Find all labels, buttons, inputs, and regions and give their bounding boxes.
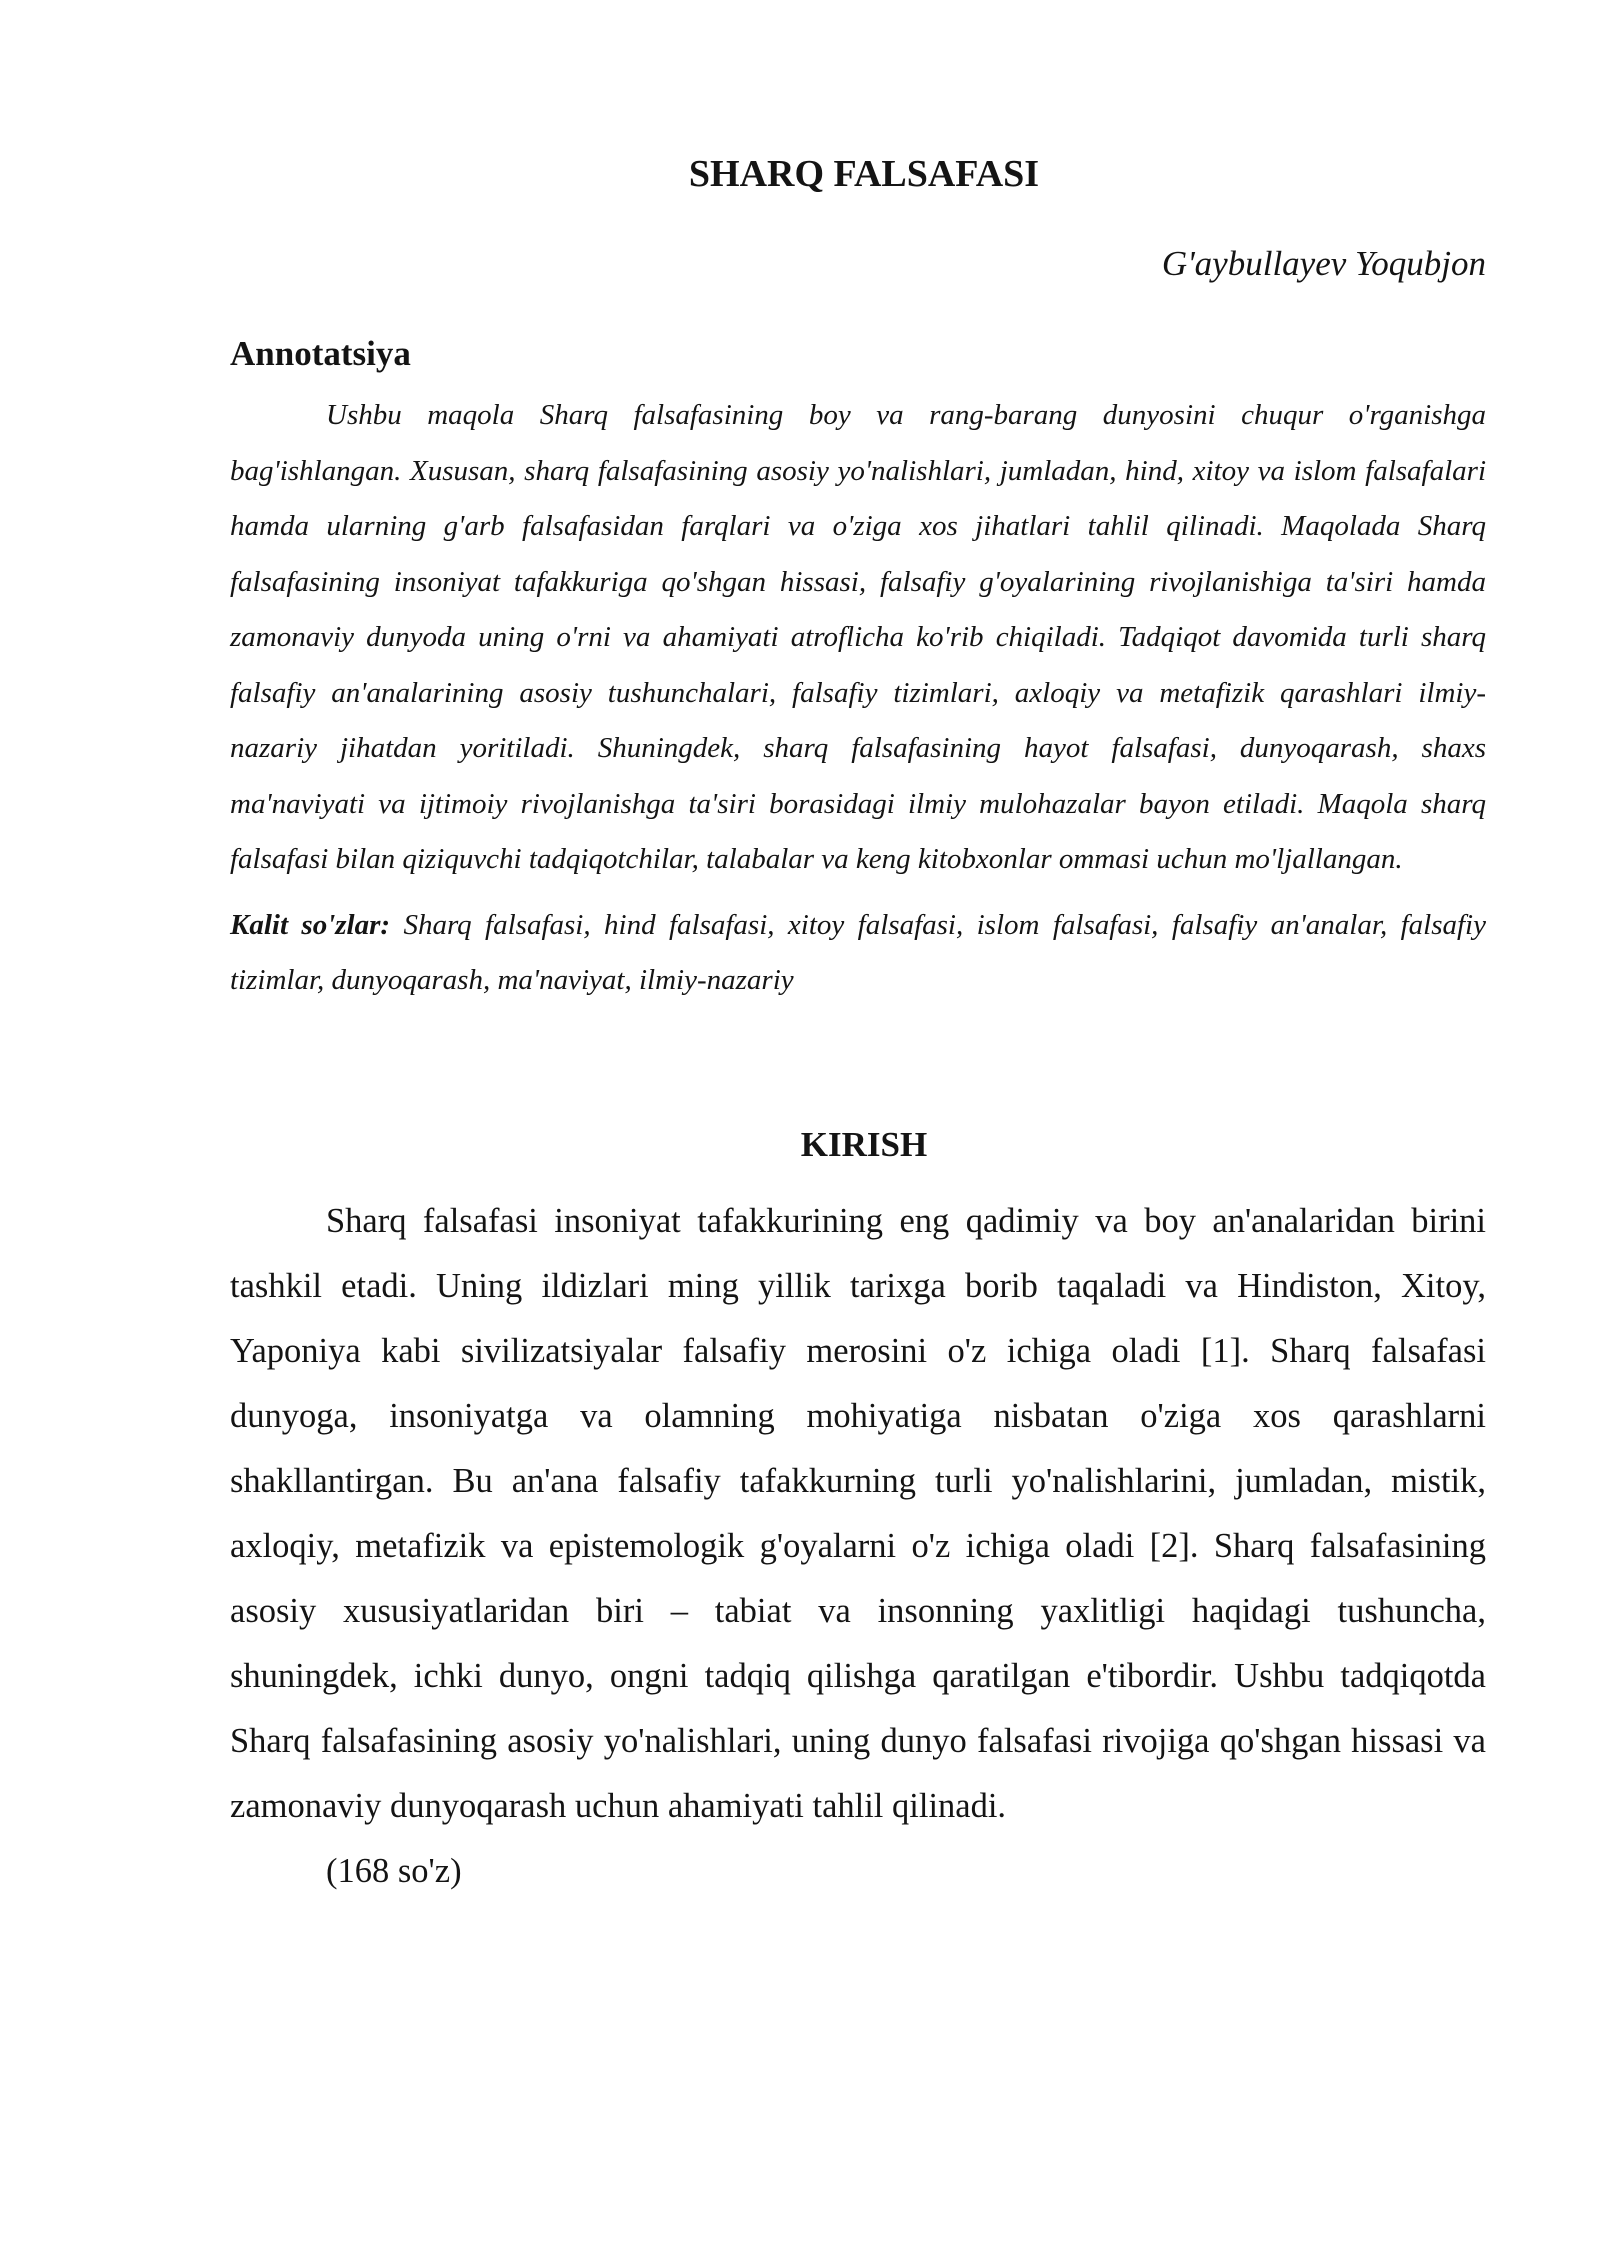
introduction-text: Sharq falsafasi insoniyat tafakkurining eng qadimiy va boy an'analaridan birini tashkil etadi. Uning ildizlari ming yillik tarixga borib taqaladi va Hindiston, Xitoy, Yaponiya kabi sivilizatsiyalar falsafiy merosini o'z ichiga oladi [1]. Sharq falsafasi dunyoga, insoniyatga va olamning mohiyatiga nisbatan o'ziga xos qarashlarni shakllantirgan. Bu an'ana falsafiy tafakkurning turli yo'nalishlarini, jumladan, mistik, axloqiy, metafizik va epistemologik g'oyalarni o'z ichiga oladi [2]. Sharq falsafasining asosiy xususiyatlaridan biri – tabiat va insonning yaxlitligi haqidagi tushuncha, shuningdek, ichki dunyo, ongni tadqiq qilishga qaratilgan e'tibordir. Ushbu tadqiqotda Sharq falsafasining asosiy yo'nalishlari, uning dunyo falsafasi rivojiga qo'shgan hissasi va zamonaviy dunyoqarash uchun ahamiyati tahlil qilinadi. <box>230 1201 1486 1825</box>
document-page <box>230 150 1486 1904</box>
author-name: G'aybullayev Yoqubjon <box>1161 244 1486 283</box>
annotation-heading: Annotatsiya <box>230 334 411 373</box>
introduction-heading: KIRISH <box>800 1124 928 1164</box>
word-count: (168 so'z) <box>326 1851 462 1890</box>
keywords-paragraph <box>230 898 1486 1009</box>
keywords-label: Kalit so'zlar: <box>230 908 391 941</box>
document-title: SHARQ FALSAFASI <box>688 153 1040 195</box>
keywords-text: Sharq falsafasi, hind falsafasi, xitoy falsafasi, islom falsafasi, falsafiy an'analar, falsafiy tizimlar, dunyoqarash, ma'naviyat, ilmiy-nazariy <box>230 908 1486 996</box>
annotation-text: Ushbu maqola Sharq falsafasining boy va rang-barang dunyosini chuqur o'rganishga bag'ishlangan. Xususan, sharq falsafasining asosiy yo'nalishlari, jumladan, hind, xitoy va islom falsafalari hamda ularning g'arb falsafasidan farqlari va o'ziga xos jihatlari tahlil qilinadi. Maqolada Sharq falsafasining insoniyat tafakkuriga qo'shgan hissasi, falsafiy g'oyalarining rivojlanishiga ta'siri hamda zamonaviy dunyoda uning o'rni va ahamiyati atroflicha ko'rib chiqiladi. Tadqiqot davomida turli sharq falsafiy an'analarining asosiy tushunchalari, falsafiy tizimlari, axloqiy va metafizik qarashlari ilmiy-nazariy jihatdan yoritiladi. Shuningdek, sharq falsafasining hayot falsafasi, dunyoqarash, shaxs ma'naviyati va ijtimoiy rivojlanishga ta'siri borasidagi ilmiy mulohazalar bayon etiladi. Maqola sharq falsafasi bilan qiziquvchi tadqiqotchilar, talabalar va keng kitobxonlar ommasi uchun mo'ljallangan. <box>230 399 1486 875</box>
